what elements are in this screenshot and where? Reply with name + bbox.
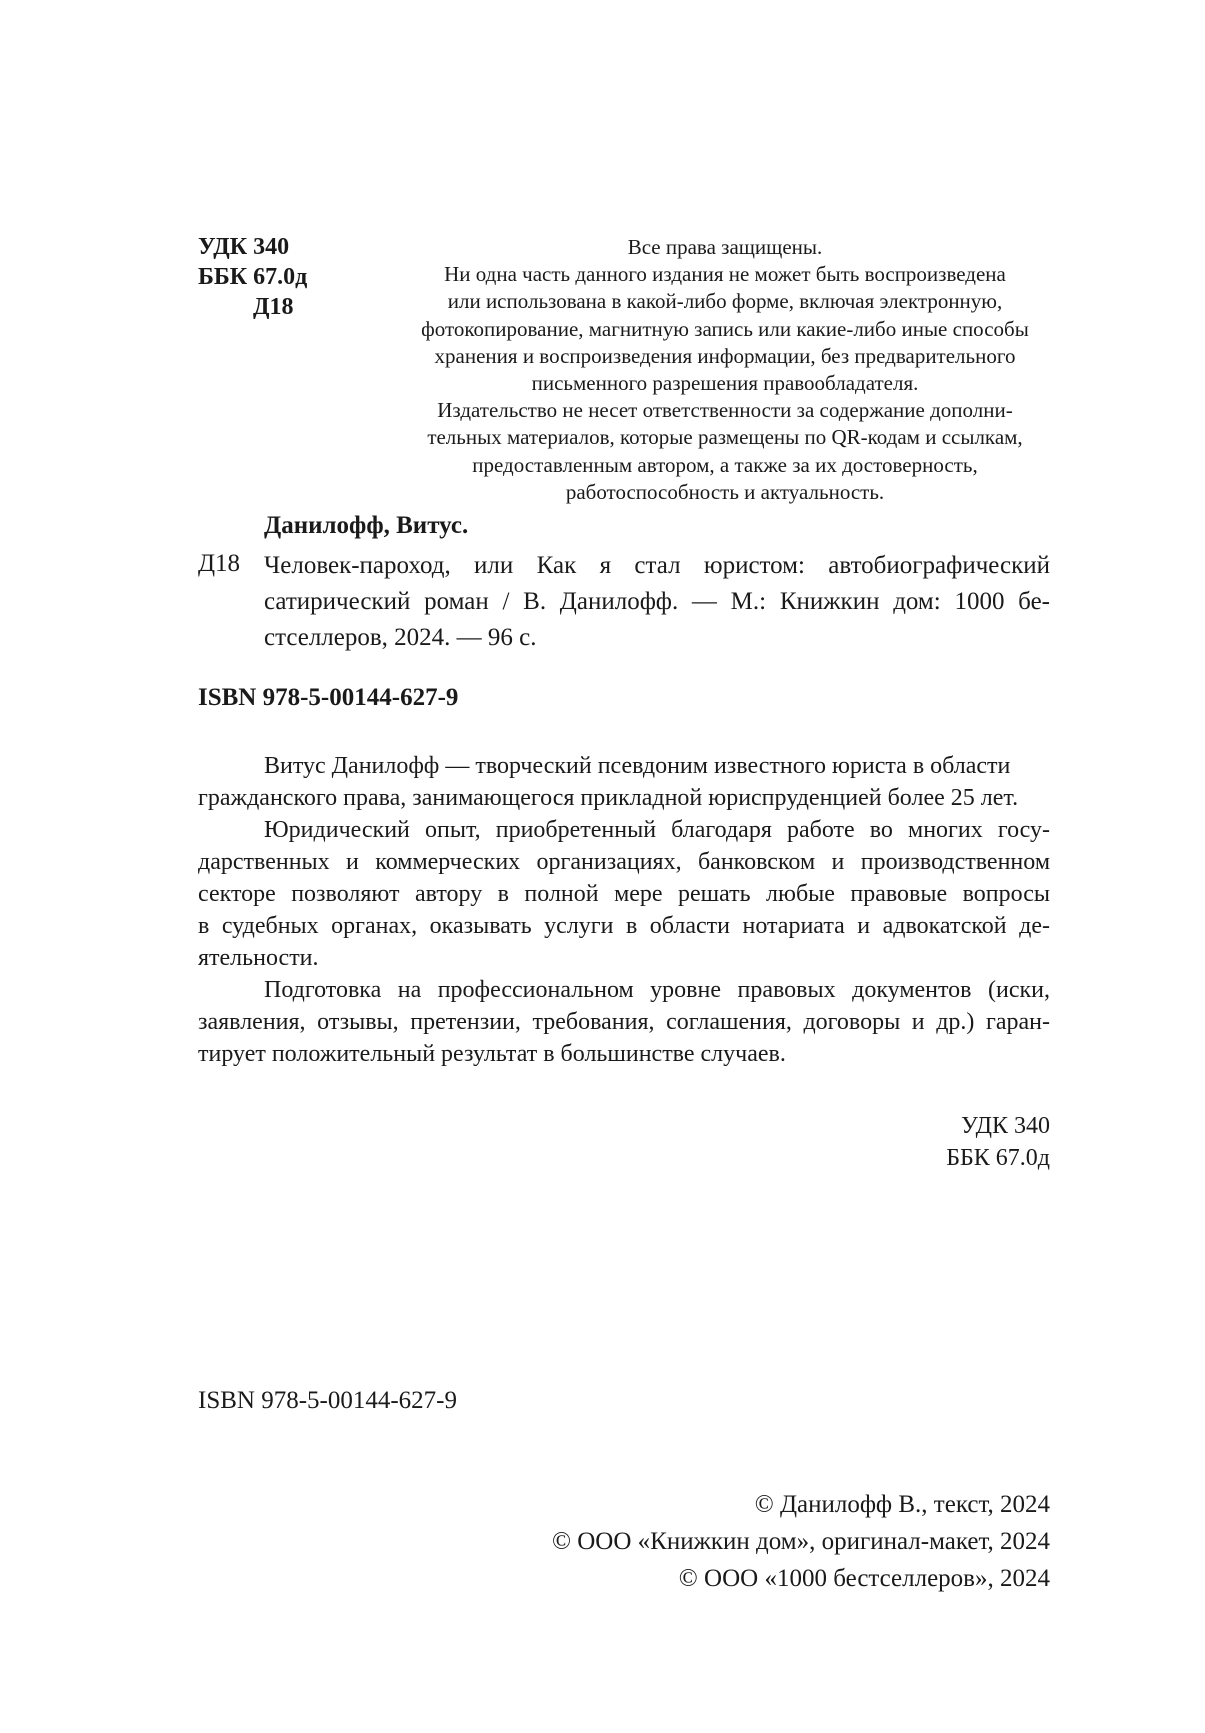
rights-line: фотокопирование, магнитную запись или какие-либо иные способы <box>421 316 1029 341</box>
copyright-notices <box>552 1486 1050 1597</box>
rights-line: Издательство не несет ответственности за содержание дополни- <box>437 398 1013 423</box>
rights-line: Все права защищены. <box>627 235 823 259</box>
udk-code: УДК 340 <box>961 1113 1050 1139</box>
copyright-line: © ООО «Книжкин дом», оригинал-макет, 2024 <box>552 1528 1050 1555</box>
annotation-line: секторе позволяют автору в полной мере решать любые правовые вопросы <box>198 881 1050 907</box>
rights-line: тельных материалов, которые размещены по QR-кодам и ссылкам, <box>427 425 1023 450</box>
bib-line: сатирический роман / В. Данилофф. — М.: Книжкин дом: 1000 бе- <box>264 588 1050 615</box>
annotation-line: в судебных органах, оказывать услуги в области нотариата и адвокатской де- <box>198 913 1050 939</box>
bib-line: стселлеров, 2024. — 96 с. <box>264 624 537 651</box>
record-isbn: ISBN 978-5-00144-627-9 <box>198 684 459 711</box>
rights-line: хранения и воспроизведения информации, без предварительного <box>434 343 1016 368</box>
copyright-line: © Данилофф В., текст, 2024 <box>754 1491 1050 1518</box>
annotation-line: Юридический опыт, приобретенный благодаря работе во многих госу- <box>264 817 1050 843</box>
rights-line: работоспособность и актуальность. <box>565 479 885 504</box>
annotation <box>198 750 1050 1070</box>
annotation-line: заявления, отзывы, претензии, требования, соглашения, договоры и др.) гаран- <box>198 1009 1050 1035</box>
annotation-line: тирует положительный результат в большинстве случаев. <box>198 1041 786 1067</box>
rights-notice <box>380 234 1070 506</box>
rights-line: Ни одна часть данного издания не может быть воспроизведена <box>444 262 1006 287</box>
bib-line: Человек-пароход, или Как я стал юристом: автобиографический <box>264 552 1050 579</box>
isbn: ISBN 978-5-00144-627-9 <box>198 1387 458 1414</box>
record-code: Д18 <box>198 550 241 577</box>
author-mark: Д18 <box>253 294 294 320</box>
bibliographic-description <box>264 548 1050 656</box>
annotation-line: дарственных и коммерческих организациях, банковском и производственном <box>198 849 1050 875</box>
bbk-code: ББК 67.0д <box>946 1145 1050 1171</box>
annotation-line: Подготовка на профессиональном уровне правовых документов (иски, <box>264 977 1050 1003</box>
classification-codes-top <box>198 232 307 322</box>
rights-line: письменного разрешения правообладателя. <box>531 371 919 396</box>
copyright-line: © ООО «1000 бестселлеров», 2024 <box>678 1565 1050 1592</box>
udk-code: УДК 340 <box>198 234 290 260</box>
rights-line: или использована в какой-либо форме, включая электронную, <box>447 289 1003 314</box>
annotation-line: гражданского права, занимающегося прикладной юриспруденцией более 25 лет. <box>198 785 1019 811</box>
bbk-code: ББК 67.0д <box>198 264 308 290</box>
record-author: Данилофф, Витус. <box>264 512 469 539</box>
annotation-line: ятельности. <box>198 945 319 971</box>
annotation-line: Витус Данилофф — творческий псевдоним известного юриста в области <box>264 753 1011 779</box>
rights-line: предоставленным автором, а также за их достоверность, <box>472 452 978 477</box>
classification-codes-bottom <box>946 1110 1050 1174</box>
